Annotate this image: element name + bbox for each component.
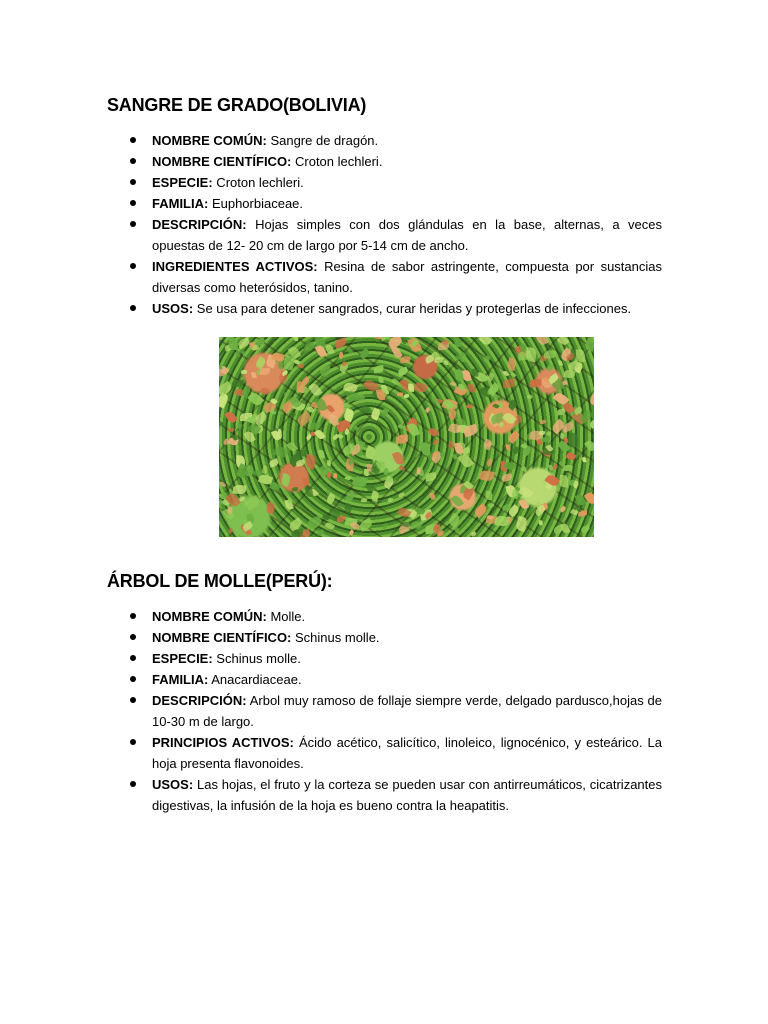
leaf-texture: [374, 365, 385, 373]
leaf-texture: [404, 393, 409, 397]
leaf-texture: [454, 527, 459, 533]
item-text: Croton lechleri.: [291, 154, 383, 169]
leaf-texture: [243, 351, 247, 356]
list-item: [107, 130, 662, 151]
bullet-icon: [130, 221, 136, 227]
item-text: Arbol muy ramoso de follaje siempre verde, delgado pardusco,hojas de 10-30 m de largo.: [152, 693, 662, 729]
list-item: [107, 193, 662, 214]
item-label: FAMILIA:: [152, 196, 209, 211]
leaf-texture: [261, 465, 269, 474]
list-item: [107, 669, 662, 690]
leaf-texture: [413, 380, 429, 394]
leaf-texture: [358, 348, 371, 361]
leaf-texture: [507, 431, 521, 445]
leaf-texture: [381, 523, 388, 530]
leaf-texture: [322, 513, 330, 521]
bullet-icon: [130, 739, 136, 745]
leaf-texture: [467, 382, 476, 393]
leaf-texture: [453, 337, 462, 348]
item-text: Molle.: [266, 609, 306, 624]
list-item: [107, 214, 662, 256]
leaf-texture: [589, 418, 594, 429]
leaf-texture: [486, 372, 495, 381]
item-label: ESPECIE:: [152, 651, 213, 666]
leaf-texture: [296, 381, 305, 393]
section2-list: [107, 606, 662, 816]
leaf-texture: [582, 457, 586, 462]
leaf-texture: [485, 458, 493, 467]
leaf-texture: [560, 522, 570, 534]
leaf-texture: [420, 441, 430, 455]
leaf-texture: [219, 368, 226, 378]
bullet-icon: [130, 697, 136, 703]
leaf-texture: [563, 437, 568, 444]
leaf-texture: [542, 437, 550, 443]
bullet-icon: [130, 781, 136, 787]
leaf-texture: [272, 445, 288, 459]
leaf-texture: [327, 460, 332, 467]
leaf-texture: [337, 516, 345, 522]
leaf-texture: [392, 451, 405, 466]
leaf-texture: [407, 422, 420, 438]
leaf-texture: [447, 513, 461, 528]
leaf-texture: [525, 347, 536, 361]
leaf-texture: [319, 365, 332, 376]
leaf-texture: [305, 454, 316, 469]
leaf-texture: [557, 360, 563, 367]
bullet-icon: [130, 200, 136, 206]
leaf-texture: [361, 498, 368, 503]
leaf-texture: [557, 337, 569, 346]
item-label: DESCRIPCIÓN:: [152, 217, 247, 232]
list-item: [107, 648, 662, 669]
leaf-texture: [316, 529, 324, 536]
leaf-texture: [307, 516, 323, 530]
leaf-texture: [498, 422, 504, 428]
leaf-texture: [465, 403, 473, 409]
leaf-texture: [317, 449, 324, 458]
leaf-texture: [428, 426, 439, 437]
leaf-texture: [338, 352, 344, 359]
leaf-texture: [270, 409, 278, 417]
leaf-texture: [296, 459, 306, 467]
leaf-texture: [348, 529, 354, 535]
item-text: Se usa para detener sangrados, curar heridas y protegerlas de infecciones.: [193, 301, 632, 316]
leaf-texture: [343, 408, 355, 422]
leaf-texture: [282, 489, 289, 497]
leaf-texture: [396, 392, 403, 397]
leaf-texture: [232, 380, 243, 388]
leaf-texture: [547, 363, 555, 371]
leaf-texture: [567, 433, 578, 448]
leaf-texture: [304, 341, 315, 351]
list-item: [107, 690, 662, 732]
item-label: ESPECIE:: [152, 175, 213, 190]
leaf-texture: [228, 528, 234, 534]
section1-list: [107, 130, 662, 319]
leaf-texture: [526, 394, 532, 400]
leaf-texture: [353, 425, 359, 432]
list-item: [107, 606, 662, 627]
bullet-icon: [130, 158, 136, 164]
leaf-texture: [452, 454, 459, 461]
leaf-texture: [315, 397, 328, 412]
leaf-texture: [479, 469, 495, 481]
leaf-texture: [565, 451, 577, 462]
leaf-texture: [507, 358, 518, 372]
leaf-texture: [424, 472, 436, 482]
leaf-texture: [370, 491, 379, 502]
leaf-texture: [411, 520, 422, 530]
leaf-texture: [479, 337, 492, 346]
item-text: Sangre de dragón.: [266, 133, 379, 148]
leaf-texture: [517, 485, 533, 500]
section1-title: SANGRE DE GRADO(BOLIVIA): [107, 95, 367, 115]
list-item: [107, 774, 662, 816]
leaf-texture: [236, 422, 243, 429]
leaf-texture: [458, 453, 474, 470]
leaf-texture: [515, 516, 528, 532]
leaf-texture: [277, 410, 283, 416]
leaf-texture: [425, 407, 431, 413]
leaf-texture: [548, 465, 553, 471]
leaf-texture: [345, 475, 352, 481]
leaf-texture: [334, 337, 348, 349]
leaf-texture: [400, 356, 411, 364]
leaf-texture: [584, 439, 594, 453]
leaf-texture: [343, 503, 353, 515]
leaf-texture: [459, 353, 466, 363]
leaf-texture: [559, 474, 569, 487]
leaf-texture: [503, 370, 510, 378]
list-item: [107, 298, 662, 319]
leaf-texture: [247, 391, 264, 407]
leaf-texture: [260, 368, 270, 375]
item-text: Croton lechleri.: [212, 175, 304, 190]
leaf-texture: [292, 487, 298, 491]
leaf-texture: [539, 419, 546, 424]
leaf-texture: [236, 349, 241, 356]
leaf-texture: [513, 446, 520, 454]
leaf-texture: [358, 517, 374, 532]
leaf-texture: [539, 520, 543, 525]
leaf-texture: [255, 337, 265, 346]
leaf-texture: [521, 465, 527, 472]
leaf-texture: [252, 371, 257, 378]
leaf-texture: [324, 521, 335, 532]
leaf-texture: [332, 434, 339, 441]
list-item: [107, 172, 662, 193]
plant-foliage-photo: [219, 337, 594, 537]
leaf-texture: [397, 367, 409, 377]
item-label: NOMBRE COMÚN:: [152, 609, 267, 624]
leaf-texture: [334, 473, 338, 478]
item-label: NOMBRE CIENTÍFICO:: [152, 630, 292, 645]
leaf-texture: [512, 489, 520, 499]
leaf-texture: [535, 337, 549, 346]
leaf-texture: [308, 382, 322, 397]
leaf-texture: [408, 384, 414, 393]
leaf-texture: [563, 465, 572, 472]
leaf-texture: [458, 383, 465, 391]
leaf-texture: [546, 432, 551, 436]
bullet-icon: [130, 655, 136, 661]
leaf-texture: [584, 337, 594, 351]
leaf-texture: [283, 392, 288, 396]
leaf-texture: [432, 439, 440, 446]
item-label: INGREDIENTES ACTIVOS:: [152, 259, 318, 274]
leaf-texture: [502, 379, 515, 389]
leaf-texture: [344, 429, 350, 436]
leaf-texture: [397, 423, 403, 429]
leaf-texture: [219, 337, 223, 341]
bullet-icon: [130, 137, 136, 143]
leaf-texture: [260, 387, 271, 397]
leaf-texture: [580, 524, 591, 533]
leaf-texture: [293, 337, 299, 341]
item-text: Schinus molle.: [212, 651, 301, 666]
leaf-texture: [484, 355, 492, 363]
leaf-texture: [584, 491, 594, 506]
leaf-texture: [224, 410, 238, 424]
leaf-texture: [398, 464, 405, 471]
bullet-icon: [130, 305, 136, 311]
leaf-texture: [443, 359, 448, 365]
leaf-texture: [227, 428, 234, 433]
leaf-texture: [544, 350, 556, 358]
leaf-texture: [305, 486, 314, 497]
item-text: Hojas simples con dos glándulas en la base, alternas, a veces opuestas de 12- 20 cm de largo por 5-14 cm de ancho.: [152, 217, 662, 253]
item-text: Ácido acético, salicítico, linoleico, lignocénico, y esteárico. La hoja presenta flavonoides.: [152, 735, 662, 771]
bullet-icon: [130, 179, 136, 185]
leaf-texture: [289, 412, 297, 419]
leaf-texture: [240, 370, 246, 375]
leaf-texture: [560, 506, 567, 513]
leaf-texture: [429, 492, 435, 500]
leaf-texture: [280, 473, 291, 486]
leaf-texture: [344, 491, 357, 504]
list-item: [107, 627, 662, 648]
leaf-texture: [434, 356, 443, 363]
item-text: Anacardiaceae.: [208, 672, 302, 687]
bullet-icon: [130, 263, 136, 269]
leaf-texture: [556, 408, 565, 415]
bullet-icon: [130, 613, 136, 619]
leaf-texture: [494, 515, 509, 527]
item-label: NOMBRE CIENTÍFICO:: [152, 154, 292, 169]
leaf-texture: [396, 435, 408, 444]
leaf-texture: [450, 494, 464, 509]
item-label: FAMILIA:: [152, 672, 209, 687]
leaf-texture: [472, 369, 478, 378]
bullet-icon: [130, 676, 136, 682]
leaf-texture: [225, 491, 241, 508]
item-label: USOS:: [152, 777, 194, 792]
leaf-texture: [268, 459, 279, 468]
leaf-texture: [502, 473, 514, 482]
leaf-texture: [506, 444, 511, 451]
leaf-texture: [265, 502, 276, 515]
leaf-texture: [385, 389, 389, 395]
leaf-texture: [228, 337, 237, 350]
item-text: Las hojas, el fruto y la corteza se pueden usar con antirreumáticos, cicatrizantes digestivas, la infusión de la hoja es bueno contra la heapatitis.: [152, 777, 662, 813]
leaf-texture: [232, 484, 245, 494]
list-item: [107, 256, 662, 298]
leaf-texture: [269, 481, 280, 491]
item-label: PRINCIPIOS ACTIVOS:: [152, 735, 294, 750]
leaf-texture: [471, 531, 477, 536]
leaf-texture: [298, 363, 304, 367]
item-label: NOMBRE COMÚN:: [152, 133, 267, 148]
leaf-texture: [364, 445, 377, 460]
item-label: USOS:: [152, 301, 194, 316]
item-text: Euphorbiaceae.: [208, 196, 304, 211]
leaf-texture: [488, 503, 495, 509]
leaf-texture: [360, 404, 371, 414]
list-item: [107, 732, 662, 774]
leaf-texture: [310, 422, 321, 430]
leaf-texture: [589, 395, 594, 406]
item-text: Schinus molle.: [291, 630, 380, 645]
list-item: [107, 151, 662, 172]
leaf-texture: [485, 490, 493, 500]
leaf-texture: [369, 407, 381, 421]
leaf-texture: [379, 377, 384, 384]
leaf-texture: [347, 348, 354, 355]
leaf-texture: [530, 379, 542, 387]
leaf-texture: [391, 377, 400, 386]
leaf-texture: [219, 481, 226, 489]
item-text: Resina de sabor astringente, compuesta por sustancias diversas como heterósidos, tanino.: [152, 259, 662, 295]
bullet-icon: [130, 634, 136, 640]
item-label: DESCRIPCIÓN:: [152, 693, 247, 708]
leaf-texture: [518, 498, 529, 510]
leaf-texture: [483, 439, 492, 450]
leaf-texture: [399, 493, 405, 498]
leaf-texture: [314, 428, 325, 440]
leaf-texture: [507, 400, 518, 411]
leaf-texture: [388, 497, 394, 502]
leaf-texture: [510, 371, 516, 377]
leaf-texture: [219, 419, 224, 426]
section2-title: ÁRBOL DE MOLLE(PERÚ):: [107, 571, 333, 591]
